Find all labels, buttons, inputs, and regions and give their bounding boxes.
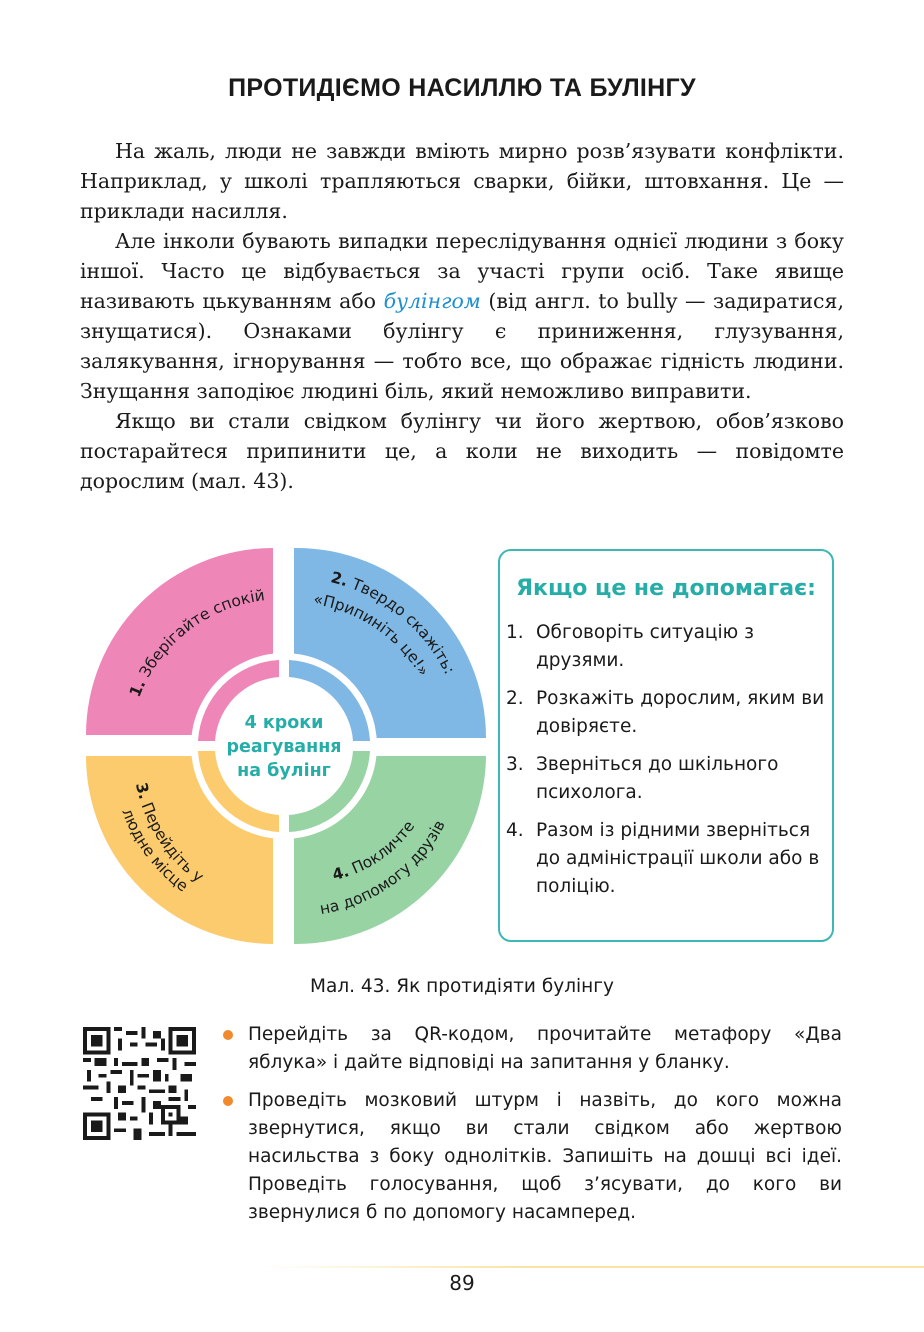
step-4-label-line-2: на допомогу друзів <box>318 817 449 919</box>
center-line-1: 4 кроки <box>244 713 324 733</box>
paragraph-2-end: (від англ. to bully — задиратися, знущатися). Ознаками булінгу є приниження, глузування, залякування, ігнорування — тобто все, що ображає гідність людини. Знущання заподіює людині біль, який неможливо виправити. <box>80 289 844 403</box>
item-number: 2. <box>506 688 524 709</box>
bullet-icon <box>223 1030 233 1040</box>
info-box-list <box>506 619 826 911</box>
term-bullying: булінгом <box>383 289 481 313</box>
task-item <box>222 1087 842 1227</box>
step-4-label: 4. Покличте <box>330 817 419 884</box>
item-number: 3. <box>506 754 524 775</box>
list-item <box>506 619 826 675</box>
paragraph-2-start: Але інколи бувають випадки переслідування однієї людини з боку іншої. Часто це відбувається за участі групи осіб. Таке явище називають цькуванням або <box>80 229 844 313</box>
task-list <box>222 1021 842 1237</box>
center-line-2: реагування <box>226 737 342 757</box>
info-box-title: Якщо це не допомагає: <box>516 576 816 601</box>
item-number: 1. <box>506 622 524 643</box>
body-text <box>80 136 844 496</box>
if-it-does-not-help-box <box>498 549 834 942</box>
list-item <box>506 751 826 807</box>
figure-caption: Мал. 43. Як протидіяти булінгу <box>310 976 614 997</box>
four-steps-diagram <box>84 546 490 948</box>
item-text: Зверніться до шкільного психолога. <box>536 754 779 803</box>
item-number: 4. <box>506 820 524 841</box>
step-1-label: 1. Зберігайте спокій <box>125 586 266 700</box>
bullet-icon <box>223 1096 233 1106</box>
qr-code[interactable] <box>83 1027 196 1140</box>
item-text: Розкажіть дорослим, яким ви довіряєте. <box>536 688 825 737</box>
list-item <box>506 685 826 741</box>
item-text: Разом із рідними зверніться до адміністрації школи або в поліцію. <box>536 820 820 897</box>
step-3-label-line-2: людне місце <box>118 805 192 896</box>
task-item <box>222 1021 842 1077</box>
paragraph-3: Якщо ви стали свідком булінгу чи його жертвою, обов’язково постарайтеся припинити це, а коли не виходить — повідомте дорослим (мал. 43). <box>80 409 844 493</box>
step-2-label-line-2: «Припиніть це!» <box>312 590 433 680</box>
paragraph-2 <box>80 226 844 406</box>
task-text: Проведіть мозковий штурм і назвіть, до кого можна звернутися, якщо ви стали свідком або жертвою насильства з боку однолітків. Запишіть на дошці всі ідеї. Проведіть голосування, щоб з’ясувати, до кого ви звернулися б по допомогу насамперед. <box>248 1090 842 1223</box>
footer-rule <box>260 1266 924 1268</box>
task-text: Перейдіть за QR-кодом, прочитайте метафору «Два яблука» і дайте відповіді на запитання у бланку. <box>248 1024 842 1073</box>
step-3-label: 3. Перейдіть у <box>131 780 208 887</box>
item-text: Обговоріть ситуацію з друзями. <box>536 622 754 671</box>
page-title: ПРОТИДІЄМО НАСИЛЛЮ ТА БУЛІНГУ <box>228 74 696 102</box>
center-line-3: на булінг <box>237 761 331 781</box>
list-item <box>506 817 826 901</box>
page-number: 89 <box>449 1271 475 1295</box>
paragraph-1: На жаль, люди не завжди вміють мирно розв’язувати конфлікти. Наприклад, у школі трапляються сварки, бійки, штовхання. Це — приклади насилля. <box>80 139 844 223</box>
step-2-label: 2. Твердо скажіть: <box>328 568 459 678</box>
